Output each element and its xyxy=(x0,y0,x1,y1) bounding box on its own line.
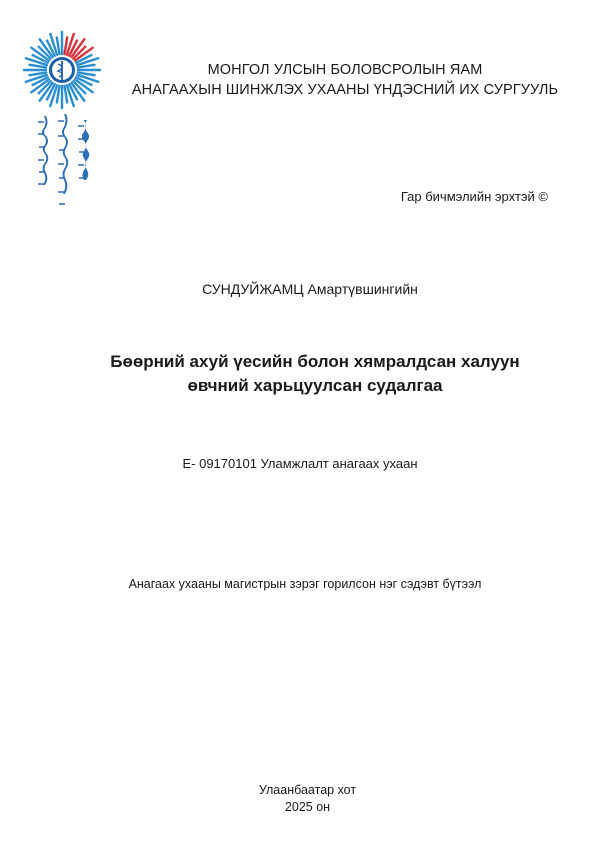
university-emblem-icon xyxy=(22,30,102,110)
mongol-script-name-icon xyxy=(30,112,100,222)
ministry-header xyxy=(105,60,585,100)
thesis-title-line-1: Бөөрний ахуй үесийн болон хямралдсан халуун xyxy=(110,352,520,371)
specialty-code: Е- 09170101 Уламжлалт анагаах ухаан xyxy=(182,456,418,471)
copyright-notice: Гар бичмэлийн эрхтэй © xyxy=(400,189,548,204)
city: Улаанбаатар хот xyxy=(258,783,357,797)
year: 2025 он xyxy=(284,800,331,814)
place-and-year xyxy=(0,782,600,816)
thesis-title-line-2: өвчний харьцуулсан судалгаа xyxy=(187,376,443,395)
ministry-name: МОНГОЛ УЛСЫН БОЛОВСРОЛЫН ЯАМ xyxy=(207,62,483,78)
degree-statement: Анагаах ухааны магистрын зэрэг горилсон нэг сэдэвт бүтээл xyxy=(128,577,482,591)
author-name: СУНДУЙЖАМЦ Амартүвшингийн xyxy=(202,281,418,297)
thesis-title xyxy=(0,350,600,398)
university-name: АНАГААХЫН ШИНЖЛЭХ УХААНЫ ҮНДЭСНИЙ ИХ СУРГУУЛЬ xyxy=(131,82,559,98)
